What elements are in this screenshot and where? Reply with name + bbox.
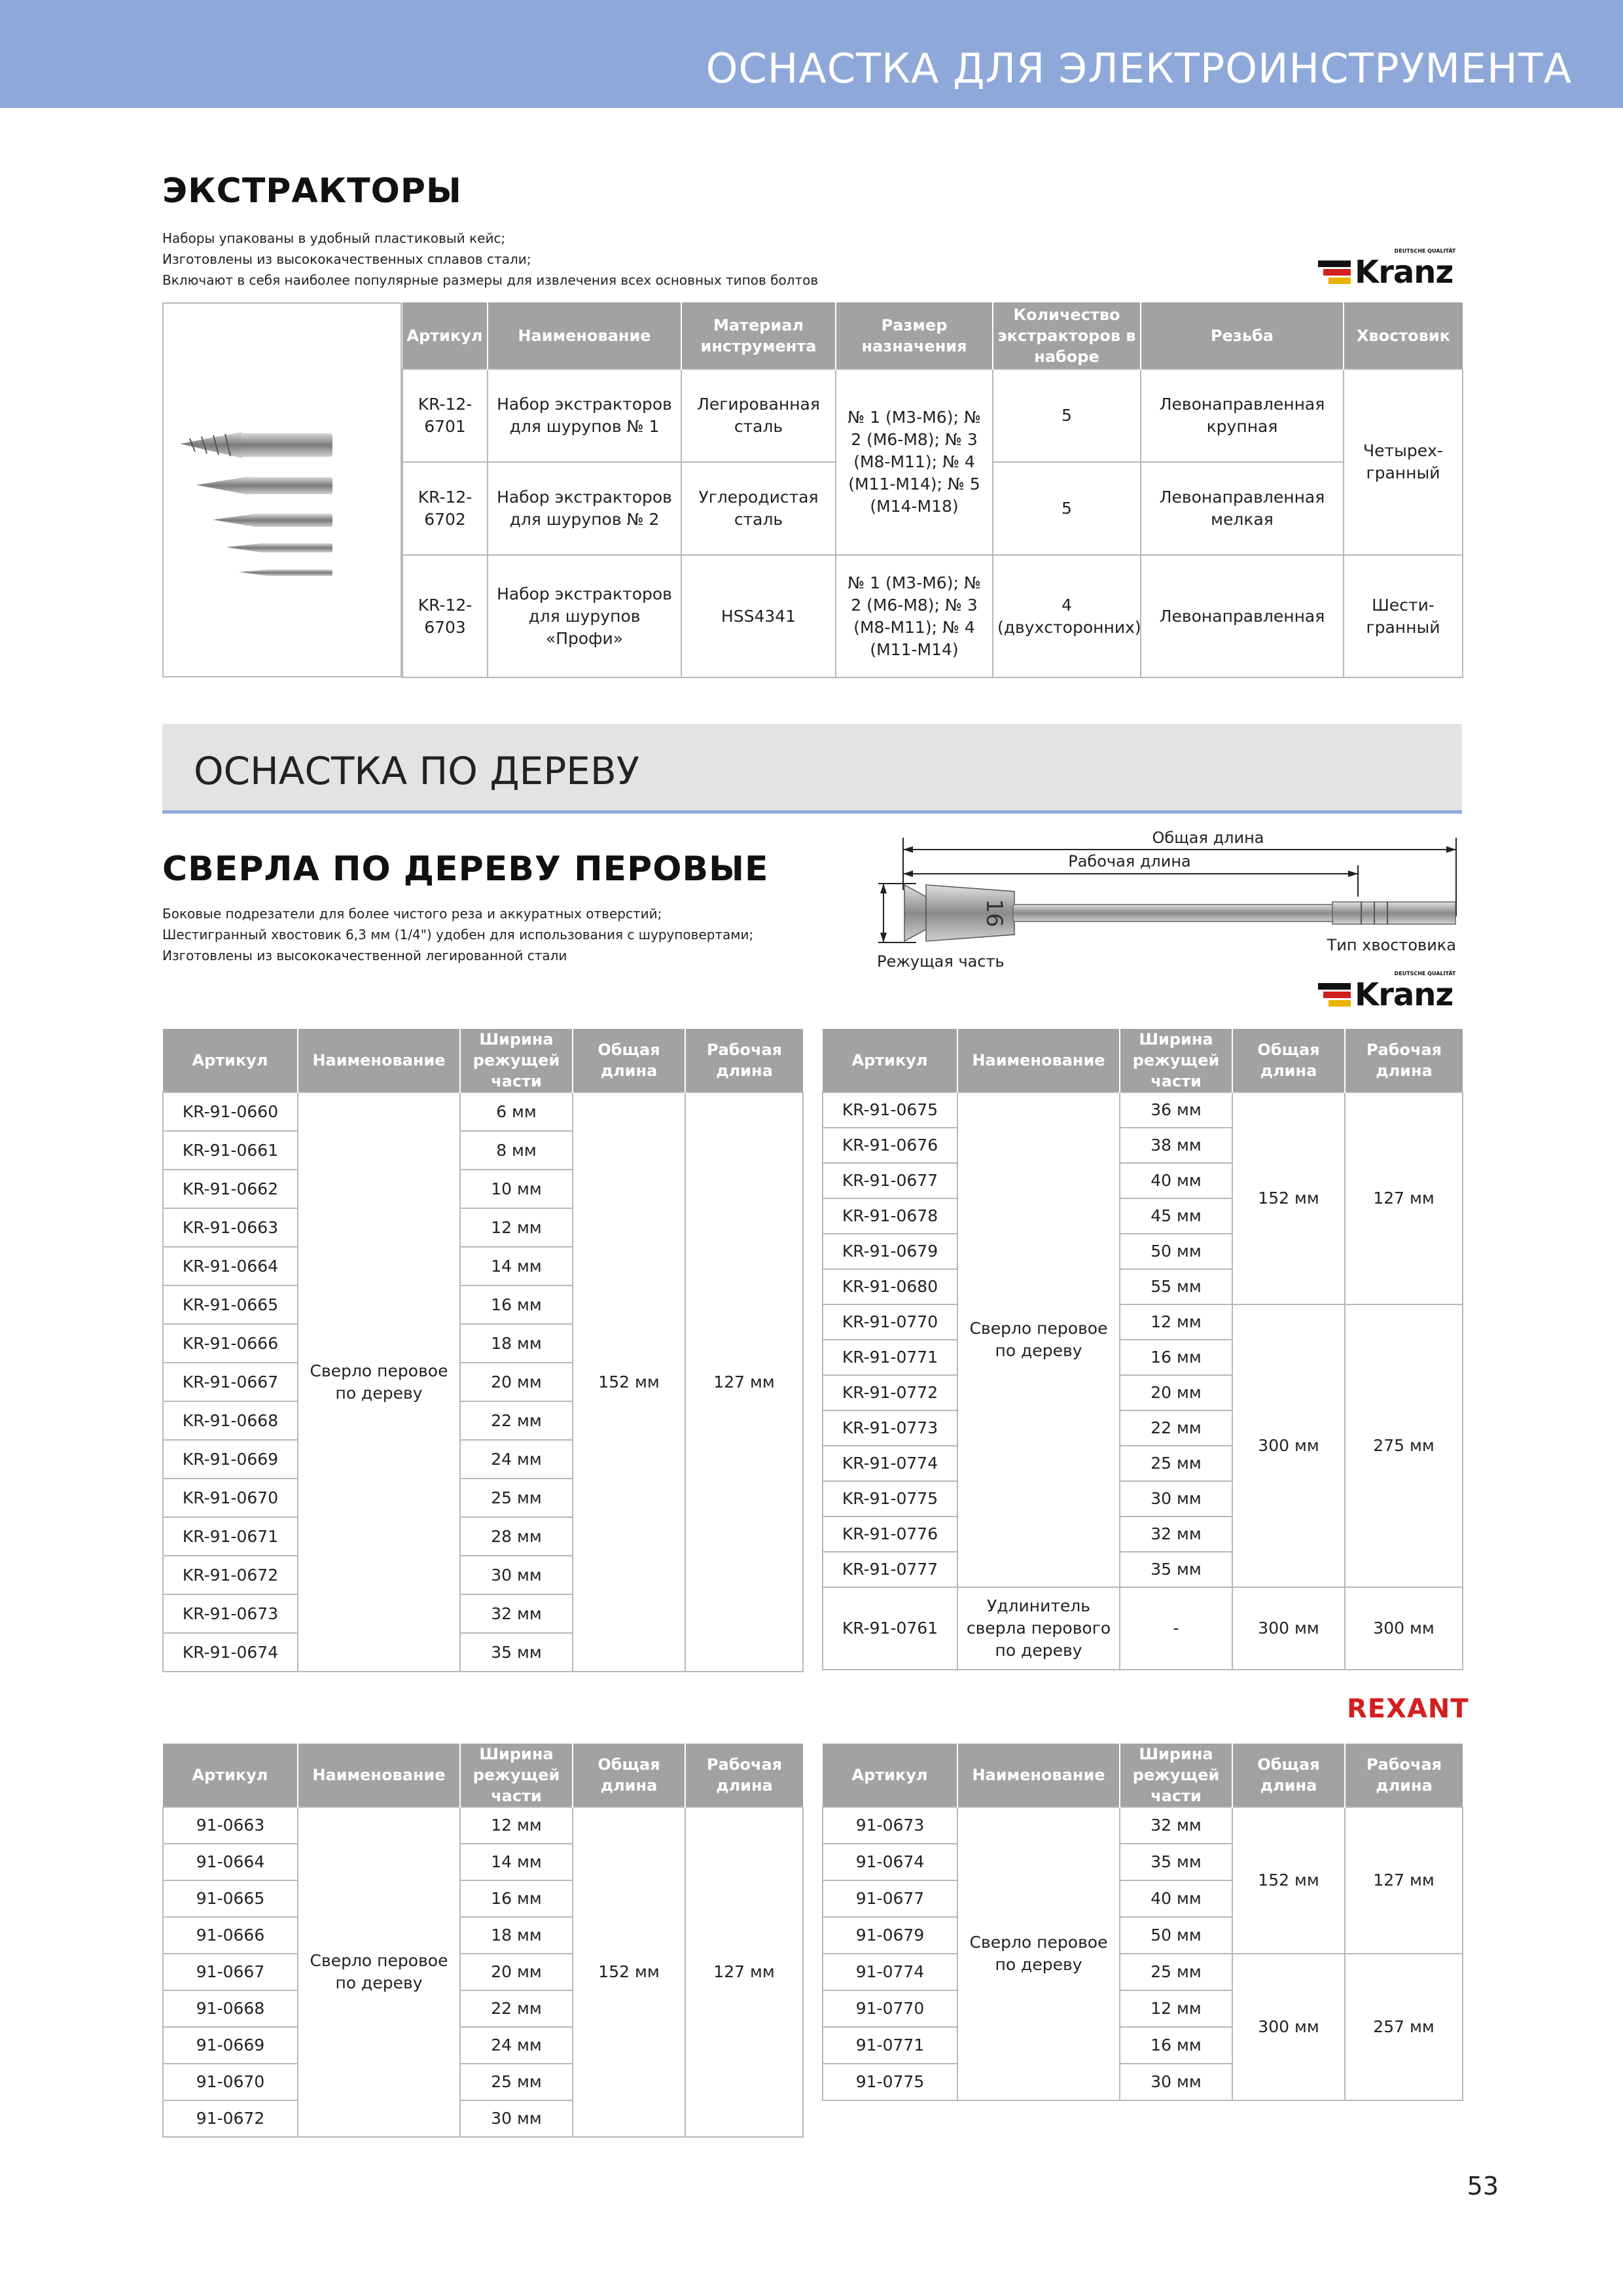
width-cell: 24 мм (460, 1440, 573, 1479)
table-row (823, 1954, 1463, 1990)
sku-cell: KR-91-0777 (823, 1552, 957, 1587)
width-cell: 30 мм (1120, 2064, 1232, 2100)
brand-tag: DEUTSCHE QUALITÄT (1394, 248, 1456, 254)
intro-line: Наборы упакованы в удобный пластиковый кейс; (162, 230, 506, 246)
name-cell: Сверло перовое по дереву (957, 1092, 1120, 1587)
working-length-cell: 257 мм (1345, 1954, 1463, 2100)
width-cell: 28 мм (460, 1517, 573, 1556)
col-header: Наименование (298, 1744, 460, 1807)
width-cell: 25 мм (460, 1479, 573, 1517)
sku-cell: KR-91-0773 (823, 1410, 957, 1446)
sku-cell: KR-91-0672 (163, 1556, 298, 1594)
col-header: Общая длина (573, 1029, 685, 1092)
rexant-logo: REXANT (1347, 1694, 1469, 1724)
section-bar-wood (162, 724, 1462, 814)
brand-tag: DEUTSCHE QUALITÄT (1394, 971, 1456, 977)
name-cell: Набор экстракторов для шурупов № 1 (488, 369, 681, 462)
drills-intro (162, 903, 753, 966)
sku-cell: 91-0674 (823, 1844, 957, 1880)
col-header: Артикул (163, 1029, 298, 1092)
width-cell: 50 мм (1120, 1917, 1232, 1954)
sku-cell: 91-0771 (823, 2027, 957, 2064)
sku-cell: 91-0669 (163, 2027, 298, 2064)
width-cell: 30 мм (460, 1556, 573, 1594)
working-length-cell: 275 мм (1345, 1304, 1463, 1587)
sku-cell: 91-0774 (823, 1954, 957, 1990)
sku-cell: KR-91-0669 (163, 1440, 298, 1479)
drill-diagram (864, 818, 1466, 982)
col-header: Рабочая длина (685, 1744, 803, 1807)
width-cell: 12 мм (460, 1807, 573, 1844)
material-cell: Легированная сталь (681, 369, 836, 462)
width-cell: 10 мм (460, 1170, 573, 1208)
width-cell: 45 мм (1120, 1198, 1232, 1234)
width-cell: 32 мм (460, 1594, 573, 1633)
sku-cell: KR-91-0770 (823, 1304, 957, 1340)
sku-cell: KR-91-0660 (163, 1092, 298, 1131)
width-cell: 35 мм (1120, 1844, 1232, 1880)
sku-cell: KR-91-0676 (823, 1128, 957, 1163)
width-cell: 30 мм (1120, 1481, 1232, 1516)
table-row (163, 1092, 803, 1131)
total-length-cell: 152 мм (573, 1092, 685, 1672)
width-cell: 22 мм (1120, 1410, 1232, 1446)
sku-cell: 91-0770 (823, 1990, 957, 2027)
sku-cell: KR-91-0662 (163, 1170, 298, 1208)
col-header: Общая длина (1232, 1029, 1345, 1092)
section-title: ОСНАСТКА ПО ДЕРЕВУ (194, 749, 640, 793)
col-header: Наименование (298, 1029, 460, 1092)
working-length-cell: 127 мм (1345, 1807, 1463, 1954)
sku-cell: KR-12-6701 (402, 369, 488, 462)
width-cell: 40 мм (1120, 1163, 1232, 1198)
name-cell: Сверло перовое по дереву (957, 1807, 1120, 2100)
extractor-bits-icon (164, 304, 401, 676)
col-header: Артикул (823, 1029, 957, 1092)
sku-cell: 91-0679 (823, 1917, 957, 1954)
sku-cell: 91-0670 (163, 2064, 298, 2100)
name-cell: Удлинитель сверла перового по дереву (957, 1587, 1120, 1670)
thread-cell: Левонаправленная крупная (1141, 369, 1344, 462)
sku-cell: KR-91-0663 (163, 1208, 298, 1247)
drill-size-mark: 16 (981, 899, 1007, 927)
size-cell: № 1 (M3-M6); № 2 (M6-M8); № 3 (M8-M11); № 4 (M11-M14) (836, 555, 993, 677)
col-header: Наименование (957, 1029, 1120, 1092)
sku-cell: 91-0677 (823, 1880, 957, 1917)
extractor-set-image (162, 302, 402, 677)
width-cell: 22 мм (460, 1990, 573, 2027)
sku-cell: KR-91-0673 (163, 1594, 298, 1633)
col-header: Рабочая длина (685, 1029, 803, 1092)
sku-cell: KR-12-6703 (402, 555, 488, 677)
label-cutting-part: Режущая часть (877, 952, 1005, 971)
width-cell: 40 мм (1120, 1880, 1232, 1917)
sku-cell: KR-91-0775 (823, 1481, 957, 1516)
label-shank-type: Тип хвостовика (1327, 936, 1456, 954)
width-cell: 8 мм (460, 1131, 573, 1170)
sku-cell: KR-91-0670 (163, 1479, 298, 1517)
working-length-cell: 300 мм (1345, 1587, 1463, 1670)
col-header: Наименование (488, 302, 681, 369)
width-cell: 25 мм (460, 2064, 573, 2100)
sku-cell: KR-91-0674 (163, 1633, 298, 1672)
intro-line: Изготовлены из высококачественных сплавов стали; (162, 251, 531, 267)
intro-line: Шестигранный хвостовик 6,3 мм (1/4") удобен для использования с шуруповертами; (162, 927, 754, 942)
sku-cell: 91-0666 (163, 1917, 298, 1954)
extractors-title: ЭКСТРАКТОРЫ (162, 171, 462, 211)
table-row (163, 1807, 803, 1844)
name-cell: Набор экстракторов для шурупов № 2 (488, 462, 681, 555)
sku-cell: KR-91-0680 (823, 1269, 957, 1304)
extractors-intro (162, 228, 818, 291)
qty-cell: 5 (993, 462, 1141, 555)
sku-cell: KR-91-0666 (163, 1324, 298, 1363)
width-cell: 20 мм (460, 1363, 573, 1401)
working-length-cell: 127 мм (1345, 1092, 1463, 1304)
intro-line: Изготовлены из высококачественной легированной стали (162, 948, 567, 963)
sku-cell: 91-0673 (823, 1807, 957, 1844)
intro-line: Включают в себя наиболее популярные размеры для извлечения всех основных типов болтов (162, 272, 819, 288)
width-cell: 20 мм (1120, 1375, 1232, 1410)
sku-cell: KR-91-0664 (163, 1247, 298, 1285)
col-header: Артикул (163, 1744, 298, 1807)
sku-cell: KR-91-0661 (163, 1131, 298, 1170)
col-header: Хвостовик (1344, 302, 1463, 369)
sku-cell: 91-0775 (823, 2064, 957, 2100)
width-cell: 18 мм (460, 1917, 573, 1954)
name-cell: Сверло перовое по дереву (298, 1092, 460, 1672)
brand-name: Kranz (1355, 254, 1454, 291)
sku-cell: KR-91-0771 (823, 1340, 957, 1375)
kranz-mark-icon (1318, 260, 1351, 284)
sku-cell: 91-0672 (163, 2100, 298, 2137)
col-header: Рабочая длина (1345, 1744, 1463, 1807)
col-header: Рабочая длина (1345, 1029, 1463, 1092)
table-row (823, 1304, 1463, 1340)
col-header: Количество экстракторов в наборе (993, 302, 1141, 369)
material-cell: Углеродистая сталь (681, 462, 836, 555)
extractors-table (402, 302, 1463, 678)
sku-cell: KR-91-0678 (823, 1198, 957, 1234)
working-length-cell: 127 мм (685, 1807, 803, 2137)
sku-cell: 91-0663 (163, 1807, 298, 1844)
width-cell: 16 мм (460, 1880, 573, 1917)
total-length-cell: 152 мм (573, 1807, 685, 2137)
table-row (402, 555, 1463, 677)
page-number: 53 (1467, 2172, 1499, 2200)
total-length-cell: 300 мм (1232, 1304, 1345, 1587)
width-cell: 55 мм (1120, 1269, 1232, 1304)
sku-cell: KR-91-0677 (823, 1163, 957, 1198)
intro-line: Боковые подрезатели для более чистого реза и аккуратных отверстий; (162, 906, 662, 922)
sku-cell: KR-91-0679 (823, 1234, 957, 1269)
width-cell: 38 мм (1120, 1128, 1232, 1163)
sku-cell: KR-91-0776 (823, 1516, 957, 1552)
total-length-cell: 152 мм (1232, 1092, 1345, 1304)
col-header: Ширина режущей части (460, 1744, 573, 1807)
sku-cell: KR-91-0668 (163, 1401, 298, 1440)
width-cell: - (1120, 1587, 1232, 1670)
drills-title: СВЕРЛА ПО ДЕРЕВУ ПЕРОВЫЕ (162, 850, 769, 889)
width-cell: 14 мм (460, 1247, 573, 1285)
width-cell: 35 мм (460, 1633, 573, 1672)
sku-cell: 91-0668 (163, 1990, 298, 2027)
width-cell: 25 мм (1120, 1446, 1232, 1481)
width-cell: 20 мм (460, 1954, 573, 1990)
col-header: Размер назначения (836, 302, 993, 369)
width-cell: 22 мм (460, 1401, 573, 1440)
qty-cell: 5 (993, 369, 1141, 462)
kranz-drills-table-left (162, 1029, 804, 1672)
label-total-length: Общая длина (1152, 829, 1264, 847)
table-row (402, 369, 1463, 462)
brand-name: Kranz (1355, 977, 1454, 1013)
kranz-drills-table-right (822, 1029, 1463, 1670)
sku-cell: KR-91-0671 (163, 1517, 298, 1556)
col-header: Общая длина (573, 1744, 685, 1807)
width-cell: 35 мм (1120, 1552, 1232, 1587)
size-cell: № 1 (M3-M6); № 2 (M6-M8); № 3 (M8-M11); № 4 (M11-M14); № 5 (M14-M18) (836, 369, 993, 555)
col-header: Материал инструмента (681, 302, 836, 369)
width-cell: 30 мм (460, 2100, 573, 2137)
shank-cell: Шести-гранный (1344, 555, 1463, 677)
sku-cell: KR-12-6702 (402, 462, 488, 555)
sku-cell: KR-91-0772 (823, 1375, 957, 1410)
width-cell: 16 мм (1120, 1340, 1232, 1375)
width-cell: 36 мм (1120, 1092, 1232, 1128)
width-cell: 14 мм (460, 1844, 573, 1880)
sku-cell: KR-91-0675 (823, 1092, 957, 1128)
label-working-length: Рабочая длина (1068, 852, 1191, 870)
qty-cell: 4 (двухсторонних) (993, 555, 1141, 677)
col-header: Резьба (1141, 302, 1344, 369)
width-cell: 32 мм (1120, 1516, 1232, 1552)
shank-cell: Четырех-гранный (1344, 369, 1463, 555)
thread-cell: Левонаправленная мелкая (1141, 462, 1344, 555)
table-row (823, 1807, 1463, 1844)
width-cell: 32 мм (1120, 1807, 1232, 1844)
col-header: Артикул (823, 1744, 957, 1807)
col-header: Общая длина (1232, 1744, 1345, 1807)
sku-cell: 91-0664 (163, 1844, 298, 1880)
kranz-mark-icon (1318, 983, 1351, 1007)
name-cell: Набор экстракторов для шурупов «Профи» (488, 555, 681, 677)
kranz-logo (1318, 971, 1456, 1013)
working-length-cell: 127 мм (685, 1092, 803, 1672)
col-header: Ширина режущей части (1120, 1744, 1232, 1807)
col-header: Наименование (957, 1744, 1120, 1807)
sku-cell: KR-91-0665 (163, 1285, 298, 1324)
table-row (823, 1092, 1463, 1128)
sku-cell: KR-91-0774 (823, 1446, 957, 1481)
table-row (823, 1587, 1463, 1670)
width-cell: 50 мм (1120, 1234, 1232, 1269)
width-cell: 25 мм (1120, 1954, 1232, 1990)
col-header: Артикул (402, 302, 488, 369)
rexant-drills-table-right (822, 1744, 1463, 2101)
header-banner (0, 0, 1623, 108)
rexant-drills-table-left (162, 1744, 804, 2138)
thread-cell: Левонаправленная (1141, 555, 1344, 677)
material-cell: HSS4341 (681, 555, 836, 677)
width-cell: 18 мм (460, 1324, 573, 1363)
width-cell: 24 мм (460, 2027, 573, 2064)
total-length-cell: 300 мм (1232, 1587, 1345, 1670)
width-cell: 16 мм (460, 1285, 573, 1324)
total-length-cell: 300 мм (1232, 1954, 1345, 2100)
col-header: Ширина режущей части (1120, 1029, 1232, 1092)
sku-cell: 91-0665 (163, 1880, 298, 1917)
width-cell: 12 мм (1120, 1304, 1232, 1340)
col-header: Ширина режущей части (460, 1029, 573, 1092)
kranz-logo (1318, 248, 1456, 291)
width-cell: 12 мм (1120, 1990, 1232, 2027)
width-cell: 12 мм (460, 1208, 573, 1247)
sku-cell: KR-91-0667 (163, 1363, 298, 1401)
width-cell: 6 мм (460, 1092, 573, 1131)
sku-cell: KR-91-0761 (823, 1587, 957, 1670)
total-length-cell: 152 мм (1232, 1807, 1345, 1954)
sku-cell: 91-0667 (163, 1954, 298, 1990)
width-cell: 16 мм (1120, 2027, 1232, 2064)
name-cell: Сверло перовое по дереву (298, 1807, 460, 2137)
header-title: ОСНАСТКА ДЛЯ ЭЛЕКТРОИНСТРУМЕНТА (705, 45, 1572, 92)
